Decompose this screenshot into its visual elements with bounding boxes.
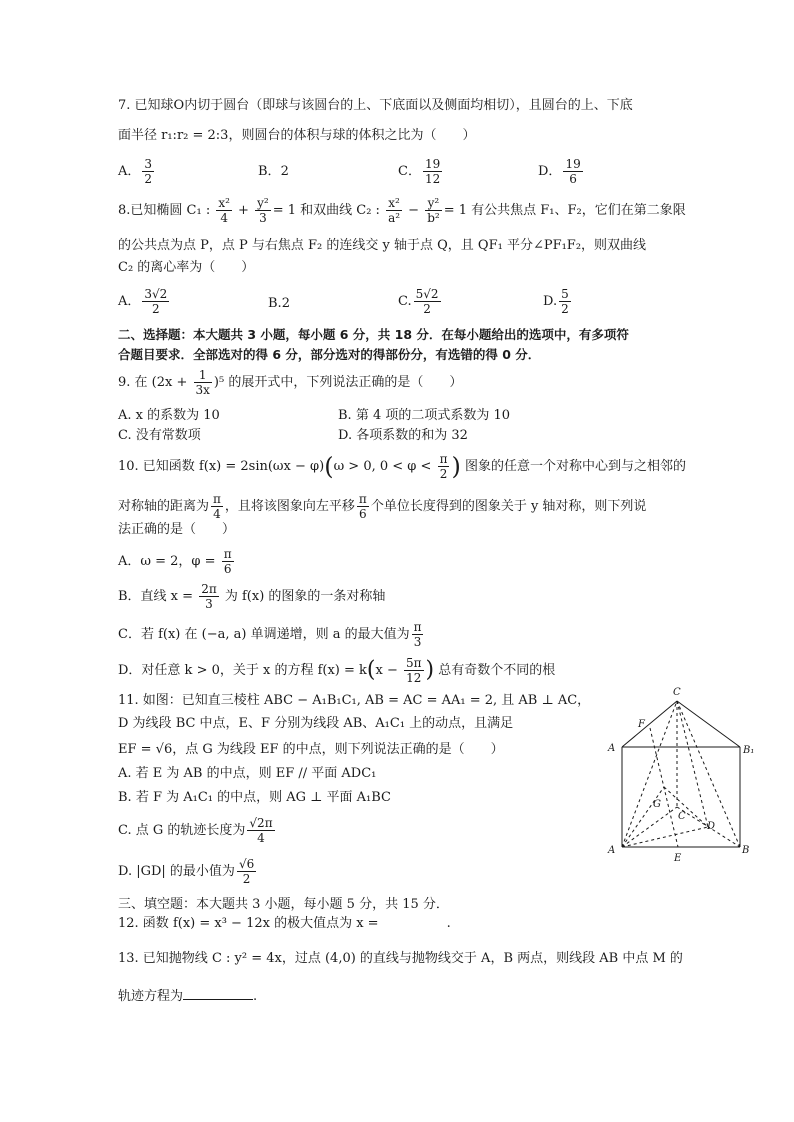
q9-option-c: C. 没有常数项 xyxy=(118,428,201,443)
prism-figure xyxy=(600,683,770,868)
section3-heading: 三、填空题：本大题共 3 小题，每小题 5 分，共 15 分． xyxy=(118,897,449,912)
q9-option-a: A. x 的系数为 10 xyxy=(118,408,220,423)
q10-line1: 10. 已知函数 f(x) = 2sin(ωx − φ)(ω > 0, 0 < φ < $\frac{\pi}{2}$ ) 图象的任意一个对称中心到与之相邻的 xyxy=(118,452,686,481)
label-a1: A xyxy=(608,743,616,754)
label-f: F xyxy=(638,719,645,730)
q10-option-b: B．直线 x = $\frac{2\pi}{3}$ 为 f(x) 的图象的一条对称轴 xyxy=(118,582,386,611)
q10-option-c: C．若 f(x) 在 (−a, a) 单调递增，则 a 的最大值为 $\frac{\pi}{3}$ xyxy=(118,620,422,649)
q9-option-d: D. 各项系数的和为 32 xyxy=(338,428,468,443)
label-c: C xyxy=(678,811,686,822)
label-c1: C xyxy=(673,687,681,698)
q13-line1: 13. 已知抛物线 C : y² = 4x，过点 (4,0) 的直线与抛物线交于 A，B 两点，则线段 AB 中点 M 的 xyxy=(118,951,683,966)
q7-option-a: A． $\frac{3}{2}$ xyxy=(118,157,153,186)
q9-option-b: B. 第 4 项的二项式系数为 10 xyxy=(338,408,511,423)
q10-option-a: A．ω = 2，φ = $\frac{\pi}{6}$ xyxy=(118,547,232,576)
q11-option-b: B. 若 F 为 A₁C₁ 的中点，则 AG ⊥ 平面 A₁BC xyxy=(118,790,391,805)
q7-option-b: B．2 xyxy=(258,164,289,179)
section2-line1: 二、选择题：本大题共 3 小题，每小题 6 分，共 18 分．在每小题给出的选项中，有多项符 xyxy=(118,327,629,342)
q13-answer-blank[interactable] xyxy=(183,987,253,1000)
q11-option-d: D. |GD| 的最小值为 $\frac{√6}{2}$ xyxy=(118,857,255,886)
q8-line1: 8.已知椭圆 C₁ : $\frac{\text{x²}}{4}$ + $\frac{\text{y²}}{3}$ = 1 和双曲线 C₂ : $\frac{\text{x²}}{\text{a²}}$ − $\frac{\text{y²}}{\text{b²}}$ = 1 有公共焦点 F₁、F₂，它们在第二象限 xyxy=(118,196,686,225)
section2-line2: 合题目要求．全部选对的得 6 分，部分选对的得部份分，有选错的得 0 分． xyxy=(118,347,541,362)
label-b: B xyxy=(742,845,750,856)
q8-option-b: B.2 xyxy=(268,296,290,311)
q7-line2: 面半径 r₁:r₂ = 2:3，则圆台的体积与球的体积之比为（ ） xyxy=(118,128,476,143)
q11-line1: 11. 如图：已知直三棱柱 ABC − A₁B₁C₁, AB = AC = AA₁ = 2, 且 AB ⊥ AC， xyxy=(118,693,591,708)
q7-option-d: D． $\frac{19}{6}$ xyxy=(538,157,581,186)
q7-line1: 7. 已知球O内切于圆台（即球与该圆台的上、下底面以及侧面均相切），且圆台的上、下底 xyxy=(118,98,633,113)
q10-line2: 对称轴的距离为 $\frac{\pi}{4}$ ，且将该图象向左平移 $\frac{\pi}{6}$ 个单位长度得到的图象关于 y 轴对称，则下列说 xyxy=(118,492,647,521)
q11-option-c: C. 点 G 的轨迹长度为 $\frac{√2\pi}{4}$ xyxy=(118,816,273,845)
q13-line2: 轨迹方程为 . xyxy=(118,989,258,1004)
label-g: G xyxy=(653,799,661,810)
q7-option-c: C． $\frac{19}{12}$ xyxy=(398,157,441,186)
label-b1: B₁ xyxy=(743,745,755,756)
q10-option-d: D．对任意 k > 0，关于 x 的方程 f(x) = k(x − $\frac{5\pi}{12}$ ) 总有奇数个不同的根 xyxy=(118,656,556,685)
q11-line2: D 为线段 BC 中点，E、F 分别为线段 AB、A₁C₁ 上的动点，且满足 xyxy=(118,716,514,731)
label-e: E xyxy=(674,853,682,864)
label-a: A xyxy=(608,845,616,856)
q8-line2: 的公共点为点 P，点 P 与右焦点 F₂ 的连线交 y 轴于点 Q，且 QF₁ 平分∠PF₁F₂，则双曲线 xyxy=(118,238,647,253)
label-d: D xyxy=(707,821,716,832)
q10-line3: 法正确的是（ ） xyxy=(118,522,236,537)
q11-option-a: A. 若 E 为 AB 的中点，则 EF // 平面 ADC₁ xyxy=(118,766,377,781)
q8-option-a: A． $\frac{3√2}{2}$ xyxy=(118,287,168,316)
q8-option-d: D. $\frac{5}{2}$ xyxy=(543,287,569,316)
q9-stem: 9. 在 (2x + $\frac{1}{3x}$ )⁵ 的展开式中，下列说法正确的是（ ） xyxy=(118,368,463,397)
q8-option-c: C. $\frac{5√2}{2}$ xyxy=(398,287,439,316)
q11-line3: EF = √6，点 G 为线段 EF 的中点，则下列说法正确的是（ ） xyxy=(118,742,504,757)
q12-stem: 12. 函数 f(x) = x³ − 12x 的极大值点为 x = . xyxy=(118,916,451,931)
q8-line3: C₂ 的离心率为（ ） xyxy=(118,260,255,275)
